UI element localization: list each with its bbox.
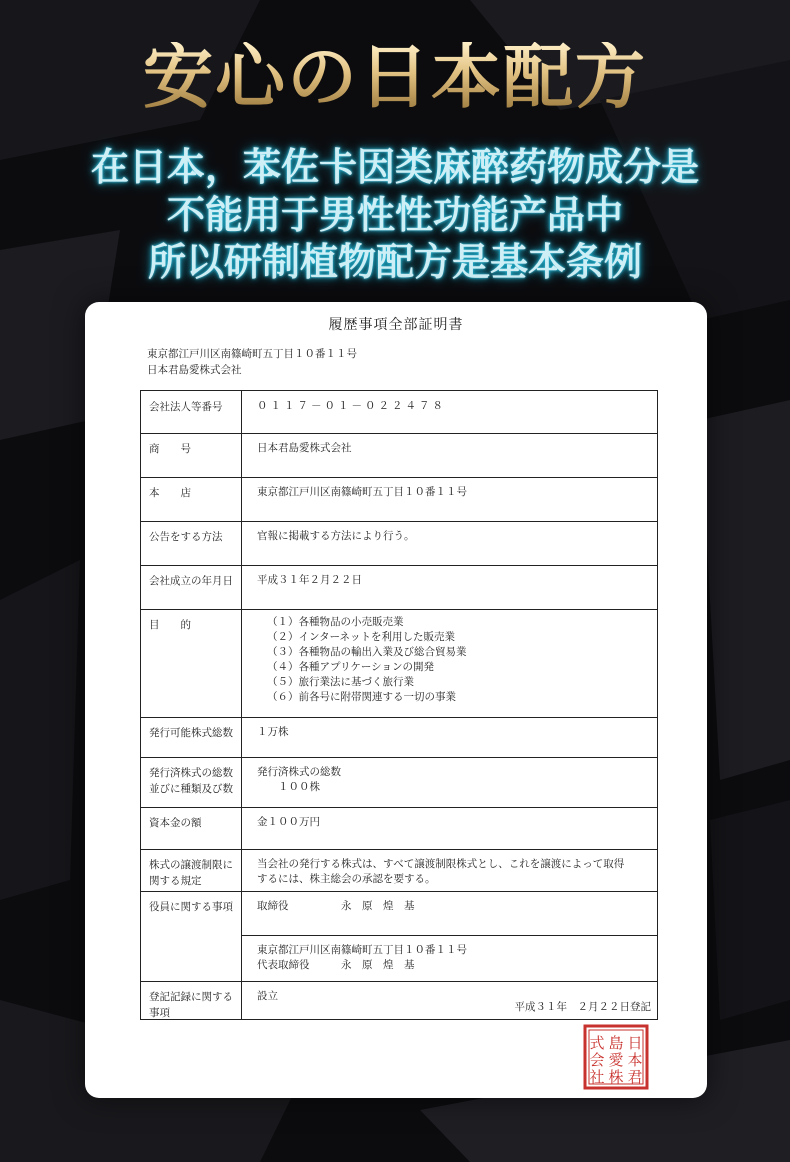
row-label: 本 店 xyxy=(149,487,191,499)
row-value: 東京都江戸川区南篠崎町五丁目１０番１１号 xyxy=(257,486,467,498)
row-label: 資本金の額 xyxy=(149,817,202,829)
seal-character: 会 xyxy=(589,1051,605,1069)
seal-character: 日 xyxy=(627,1034,643,1052)
seal-character: 株 xyxy=(608,1068,624,1086)
purpose-item: （４）各種アプリケーションの開発 xyxy=(267,661,434,673)
header-address: 東京都江戸川区南篠崎町五丁目１０番１１号 xyxy=(147,348,357,360)
purpose-item: （１）各種物品の小売販売業 xyxy=(267,616,404,628)
row-value: 平成３１年２月２２日 xyxy=(257,574,362,586)
certificate-card xyxy=(85,302,707,1098)
seal-character: 社 xyxy=(589,1068,605,1086)
table-row xyxy=(141,807,657,849)
row-label: 目 的 xyxy=(149,619,191,631)
table-row xyxy=(141,891,657,981)
header-company: 日本君島愛株式会社 xyxy=(147,364,242,376)
row-value: ０１１７－０１－０２２４７８ xyxy=(257,400,446,412)
table-row xyxy=(141,521,657,565)
purpose-item: （６）前各号に附帯関連する一切の事業 xyxy=(267,691,456,703)
table-row xyxy=(141,477,657,521)
row-value: 発行済株式の総数 １００株 xyxy=(257,766,341,793)
subtitle-line-2: 不能用于男性性功能产品中 xyxy=(166,193,623,237)
table-row xyxy=(141,609,657,717)
seal-character: 本 xyxy=(627,1051,643,1069)
seal-character: 島 xyxy=(608,1034,624,1052)
seal-character: 式 xyxy=(589,1034,605,1052)
row-value: １万株 xyxy=(257,726,289,738)
row-value: 設立 xyxy=(257,990,278,1002)
seal-character: 愛 xyxy=(608,1051,624,1069)
table-row xyxy=(141,391,657,433)
registration-date: 平成３１年 ２月２２日登記 xyxy=(514,1001,651,1013)
table-row xyxy=(141,565,657,609)
row-value: 日本君島愛株式会社 xyxy=(257,442,352,454)
company-seal-stamp xyxy=(583,1024,649,1090)
purpose-item: （３）各種物品の輸出入業及び総合貿易業 xyxy=(267,646,467,658)
row-label: 公告をする方法 xyxy=(149,531,223,543)
table-row xyxy=(141,849,657,891)
subtitle-line-3: 所以研制植物配方是基本条例 xyxy=(147,240,642,284)
row-label: 商 号 xyxy=(149,443,191,455)
seal-character: 君 xyxy=(627,1068,643,1086)
row-label: 株式の譲渡制限に 関する規定 xyxy=(149,859,233,887)
table-row xyxy=(141,717,657,757)
purpose-item: （５）旅行業法に基づく旅行業 xyxy=(267,676,414,688)
table-row xyxy=(141,433,657,477)
table-row xyxy=(141,981,657,1021)
row-value: 取締役 永 原 煌 基 xyxy=(257,900,415,912)
row-label: 発行可能株式総数 xyxy=(149,727,233,739)
row-label: 会社成立の年月日 xyxy=(149,575,233,587)
purpose-item: （２）インターネットを利用した販売業 xyxy=(267,631,456,643)
certificate-table xyxy=(140,390,658,1020)
row-label: 登記記録に関する 事項 xyxy=(149,991,233,1019)
headline: 安心の日本配方 xyxy=(0,42,790,112)
subtitle-line-1: 在日本，苯佐卡因类麻醉药物成分是 xyxy=(90,145,699,189)
purpose-list xyxy=(267,615,467,705)
row-label: 役員に関する事項 xyxy=(149,901,233,913)
row-value: 当会社の発行する株式は、すべて譲渡制限株式とし、これを譲渡によって取得 するには、株主総会の承認を要する。 xyxy=(257,858,625,885)
table-row xyxy=(141,757,657,807)
certificate-title: 履歴事項全部証明書 xyxy=(328,317,464,333)
row-label: 会社法人等番号 xyxy=(149,401,223,413)
sub-row-divider xyxy=(241,935,657,936)
row-value-secondary: 東京都江戸川区南篠崎町五丁目１０番１１号 代表取締役 永 原 煌 基 xyxy=(257,944,467,971)
row-value: 金１００万円 xyxy=(257,816,320,828)
row-label: 発行済株式の総数 並びに種類及び数 xyxy=(149,767,233,795)
row-value: 官報に掲載する方法により行う。 xyxy=(257,530,415,542)
